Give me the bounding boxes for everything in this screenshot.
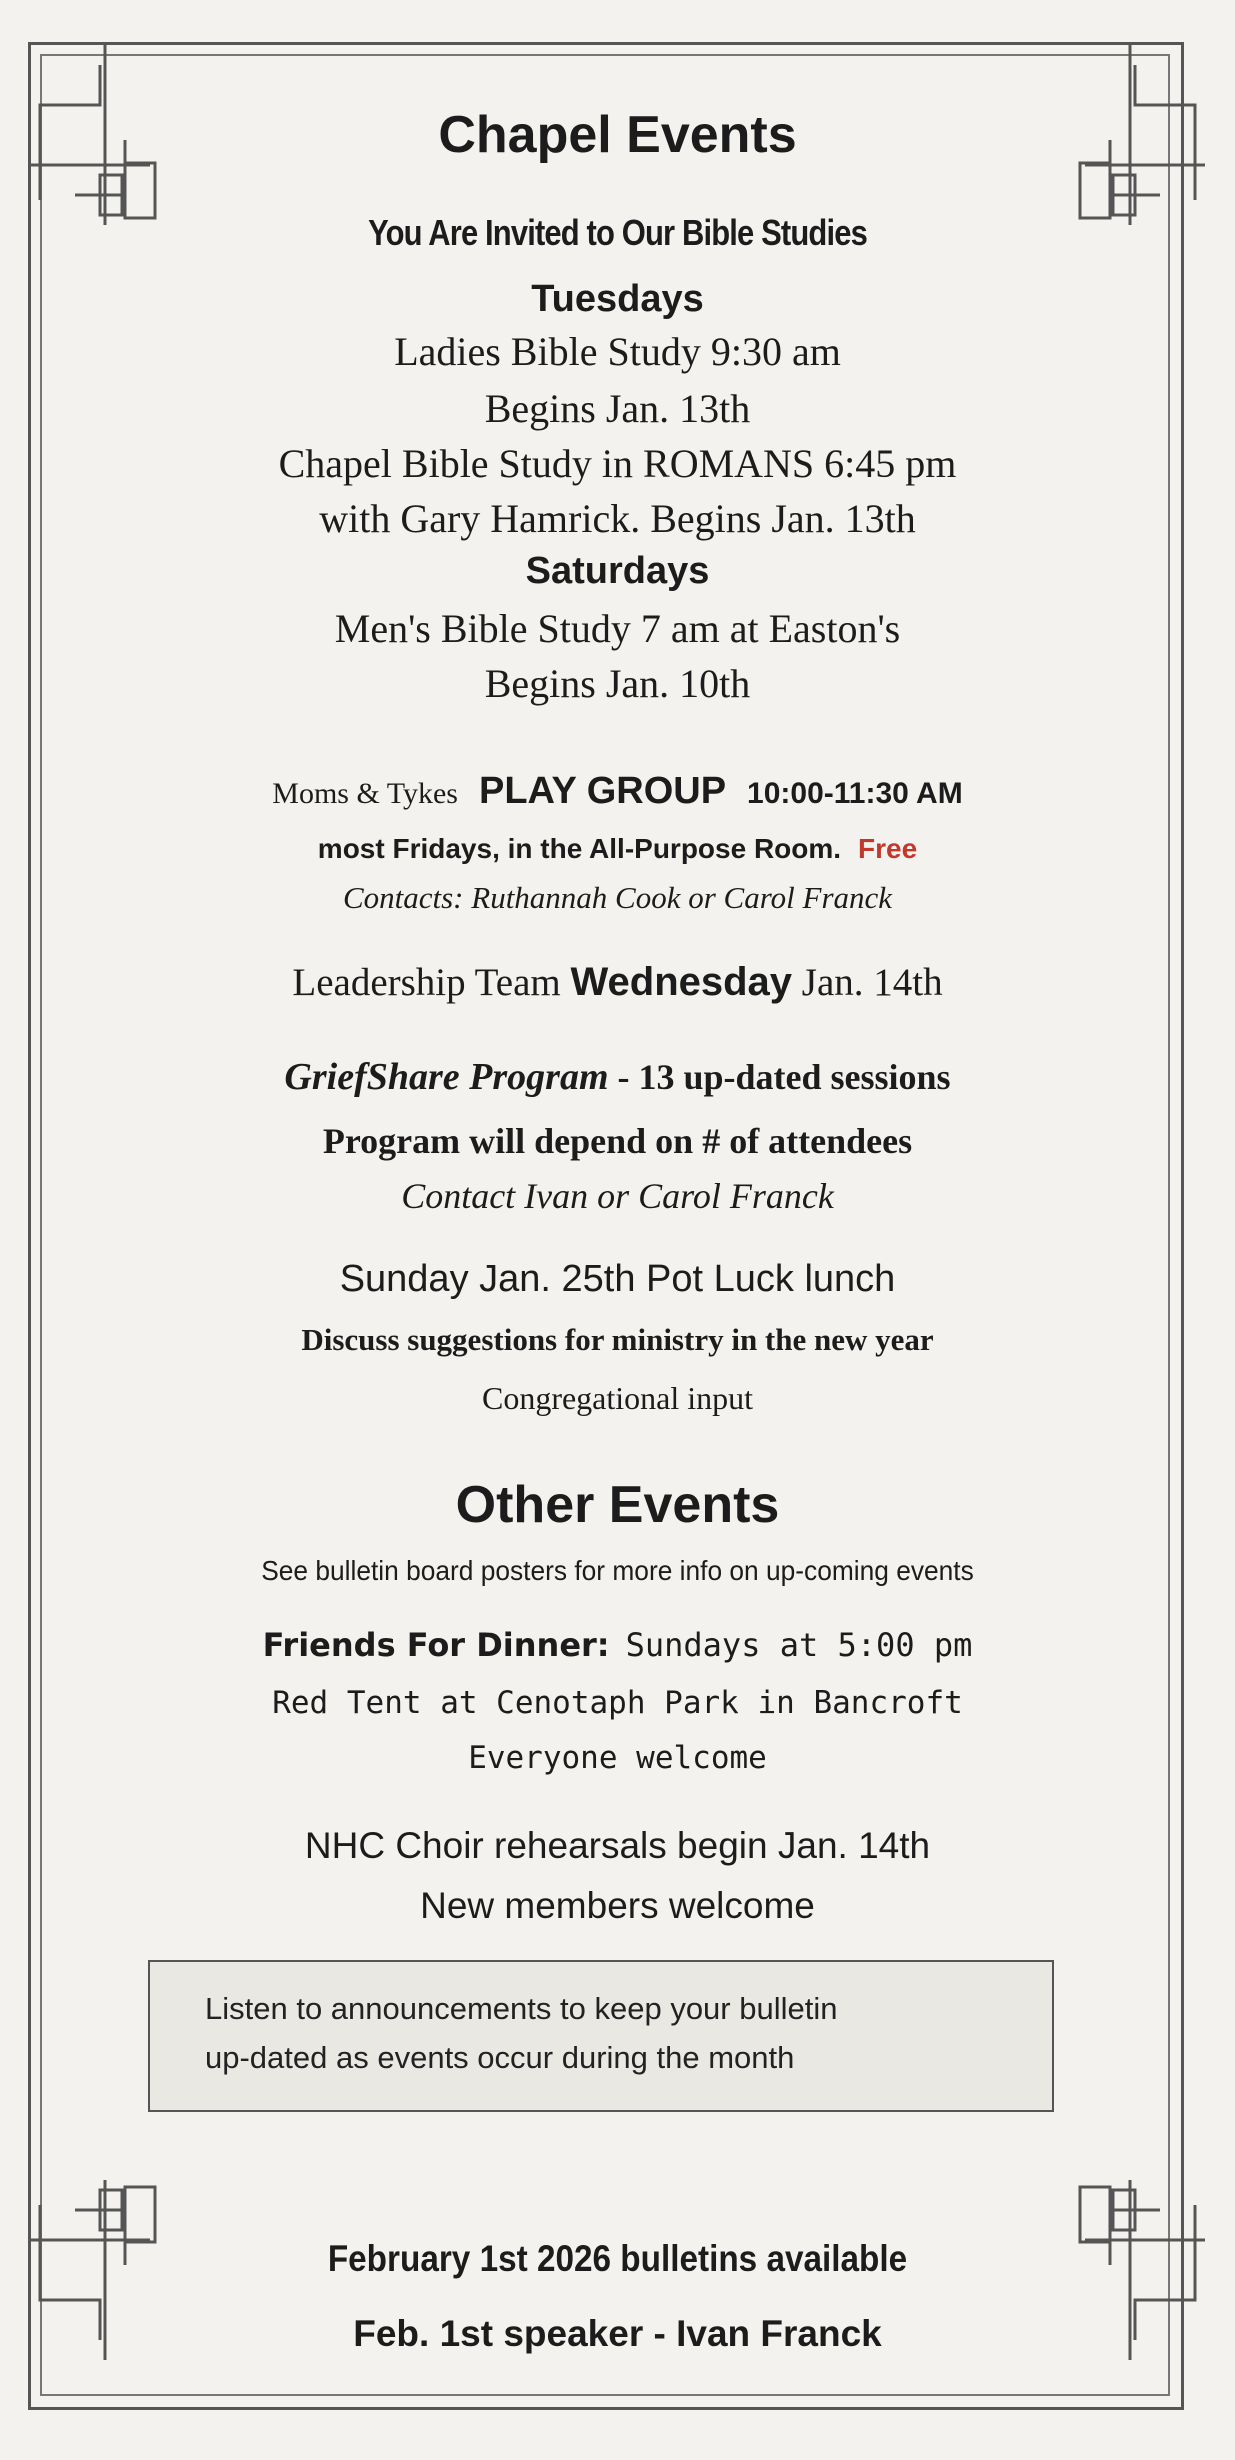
playgroup-contacts: Contacts: Ruthannah Cook or Carol Franck xyxy=(342,880,893,915)
dinner-label: Friends For Dinner: xyxy=(262,1626,610,1664)
chapel-bible-study: Chapel Bible Study in ROMANS 6:45 pm xyxy=(278,441,957,486)
tuesdays-heading: Tuesdays xyxy=(531,278,704,320)
saturdays-heading: Saturdays xyxy=(525,550,710,592)
playgroup-time: 10:00-11:30 AM xyxy=(747,777,963,810)
bulletins-available: February 1st 2026 bulletins available xyxy=(327,2238,908,2279)
dinner-line xyxy=(0,1626,1235,1664)
playgroup-line xyxy=(0,770,1235,813)
speaker-line: Feb. 1st speaker - Ivan Franck xyxy=(353,2313,882,2354)
potluck-discuss: Discuss suggestions for ministry in the new year xyxy=(301,1322,934,1357)
griefshare-line xyxy=(0,1055,1235,1099)
mens-bible-study: Men's Bible Study 7 am at Easton's xyxy=(334,606,901,651)
leadership-day: Wednesday xyxy=(570,960,793,1004)
playgroup-details-line xyxy=(0,833,1235,866)
announcements-box xyxy=(148,1960,1054,2112)
griefshare-name: GriefShare Program xyxy=(284,1056,609,1098)
mens-begins: Begins Jan. 10th xyxy=(484,661,751,706)
leadership-date: Jan. 14th xyxy=(801,961,943,1004)
griefshare-desc: - 13 up-dated sessions xyxy=(617,1057,951,1097)
potluck-date: Sunday Jan. 25th Pot Luck lunch xyxy=(339,1258,896,1300)
dinner-time: Sundays at 5:00 pm xyxy=(625,1626,973,1664)
playgroup-details: most Fridays, in the All-Purpose Room. xyxy=(317,833,842,864)
playgroup-prefix: Moms & Tykes xyxy=(272,777,458,810)
announcements-line-2: up-dated as events occur during the month xyxy=(205,2040,795,2075)
playgroup-free: Free xyxy=(858,833,918,864)
other-events-heading: Other Events xyxy=(455,1476,780,1534)
page-title: Chapel Events xyxy=(438,106,797,164)
dinner-welcome: Everyone welcome xyxy=(468,1740,767,1776)
subtitle: You Are Invited to Our Bible Studies xyxy=(368,212,867,253)
griefshare-attendees: Program will depend on # of attendees xyxy=(322,1121,913,1161)
playgroup-title: PLAY GROUP xyxy=(478,770,727,812)
potluck-input: Congregational input xyxy=(481,1380,754,1416)
griefshare-contact: Contact Ivan or Carol Franck xyxy=(401,1176,834,1216)
ladies-bible-study: Ladies Bible Study 9:30 am xyxy=(394,329,841,374)
choir-rehearsals: NHC Choir rehearsals begin Jan. 14th xyxy=(304,1825,931,1866)
ladies-begins: Begins Jan. 13th xyxy=(484,386,751,431)
dinner-location: Red Tent at Cenotaph Park in Bancroft xyxy=(272,1685,963,1721)
choir-new-members: New members welcome xyxy=(420,1885,815,1926)
leadership-line xyxy=(0,960,1235,1005)
leadership-prefix: Leadership Team xyxy=(292,961,561,1004)
chapel-bible-study-leader: with Gary Hamrick. Begins Jan. 13th xyxy=(319,496,916,541)
announcements-line-1: Listen to announcements to keep your bulletin xyxy=(205,1991,838,2026)
other-events-info: See bulletin board posters for more info on up-coming events xyxy=(261,1555,974,1586)
